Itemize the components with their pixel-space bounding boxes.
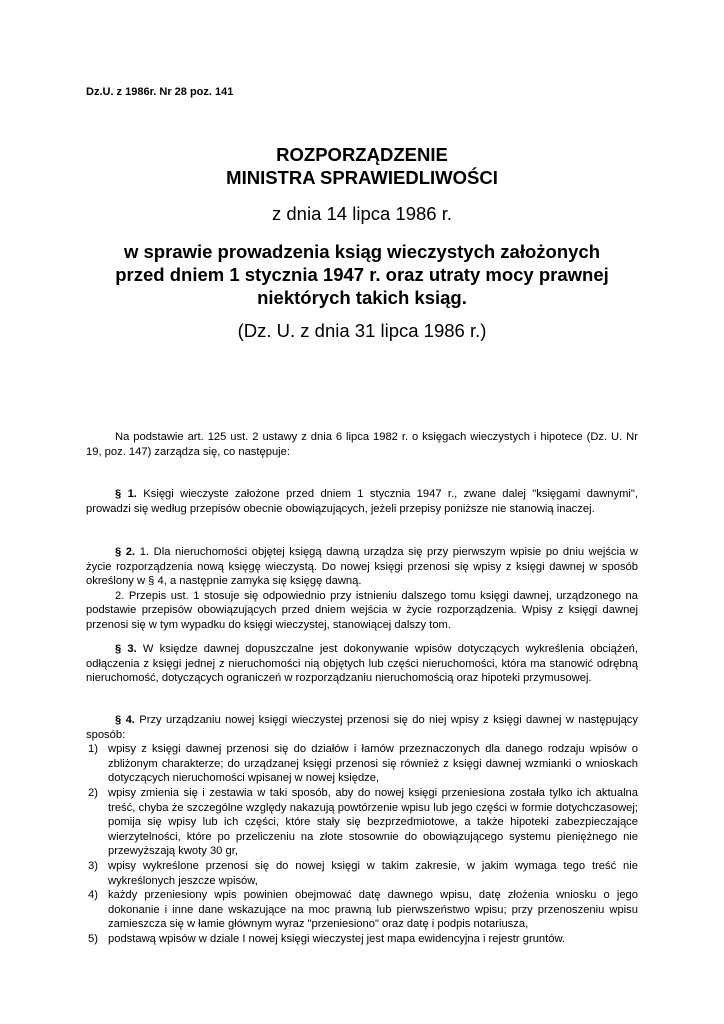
list-item-number: 1) [88, 743, 98, 756]
section-1-mark: § 1. [115, 488, 137, 500]
publication-note: (Dz. U. z dnia 31 lipca 1986 r.) [237, 320, 487, 341]
journal-reference: Dz.U. z 1986r. Nr 28 poz. 141 [86, 86, 234, 98]
section-1 [86, 487, 638, 516]
subject-line-2: przed dniem 1 stycznia 1947 r. oraz utraty mocy prawnej [115, 264, 609, 285]
list-item [86, 859, 638, 888]
list-item-number: 2) [88, 786, 98, 799]
list-item-number: 3) [88, 859, 98, 872]
section-4-mark: § 4. [115, 714, 135, 726]
list-item-number: 5) [88, 932, 98, 945]
list-item-text: każdy przeniesiony wpis powinien obejmować datę dawnego wpisu, datę złożenia wniosku o jego dokonanie i inne dane wskazujące na moc prawną lub pierwszeństwo wpisu; przy przenoszeniu wpisu zamieszcza się w łamie głównym wyraz "przeniesiono" oraz datę i podpis notariusza, [108, 889, 638, 931]
list-item-text: wpisy z księgi dawnej przenosi się do działów i łamów przeznaczonych dla danego rodzaju wpisów o zbliżonym charakterze; do urządzanej księgi przenosi się również z księgi dawnej wzmianki o wnioskach dotyczących nieruchomości wpisanej w nowej księdze, [108, 743, 638, 785]
list-item [86, 888, 638, 932]
list-item-text: wpisy wykreślone przenosi się do nowej księgi w takim zakresie, w jakim wymaga tego treść nie wykreślonych jeszcze wpisów, [108, 859, 638, 887]
list-item [86, 932, 638, 947]
section-2 [86, 545, 638, 633]
list-item [86, 742, 638, 786]
title-line-1: ROZPORZĄDZENIE [276, 144, 448, 165]
section-4 [86, 713, 638, 947]
preamble [86, 430, 638, 459]
issue-date: z dnia 14 lipca 1986 r. [272, 203, 452, 224]
section-2-mark: § 2. [115, 546, 136, 558]
subject-line-3: niektórych takich ksiąg. [257, 287, 467, 308]
section-3 [86, 642, 638, 686]
section-3-text: W księdze dawnej dopuszczalne jest dokonywanie wpisów dotyczących wykreślenia obciążeń, odłączenia z księgi jednej z nieruchomości nią objętych lub części nieruchomości, która ma stanowić odrębną nieruchomość, dotyczących ograniczeń w rozporządzaniu nieruchomością oraz hipoteki przymusowej. [86, 643, 638, 685]
section-3-mark: § 3. [115, 643, 137, 655]
section-2-paragraph-1: 1. Dla nieruchomości objętej księgą dawną urządza się przy pierwszym wpisie po dniu wejścia w życie rozporządzenia nową księgę wieczystą. Do nowej księgi przenosi się wpisy z księgi dawnej w sposób określony w § 4, a następnie zamyka się księgę dawną. [86, 546, 638, 588]
section-2-paragraph-2: 2. Przepis ust. 1 stosuje się odpowiednio przy istnieniu dalszego tomu księgi dawnej, urządzonego na podstawie przepisów obowiązujących przed dniem wejścia w życie rozporządzenia. Wpisy z księgi dawnej przenosi się w tym wypadku do księgi wieczystej, stanowiącej dalszy tom. [86, 589, 638, 631]
section-4-text: Przy urządzaniu nowej księgi wieczystej przenosi się do niej wpisy z księgi dawnej w następujący sposób: [86, 714, 638, 741]
preamble-text: Na podstawie art. 125 ust. 2 ustawy z dnia 6 lipca 1982 r. o księgach wieczystych i hipotece (Dz. U. Nr 19, poz. 147) zarządza się, co następuje: [86, 431, 638, 458]
section-4-list [86, 742, 638, 946]
subject-line-1: w sprawie prowadzenia ksiąg wieczystych założonych [123, 241, 601, 262]
list-item-text: wpisy zmienia się i zestawia w taki sposób, aby do nowej księgi przeniesiona została tylko ich aktualna treść, chyba że szczególne względy nakazują powtórzenie wpisu lub jego części w formie dotychczasowej; pomija się wpisy lub ich części, które stały się bezprzedmiotowe, a także hipoteki zabezpieczające wierzytelności, które po przeliczeniu na złote stosownie do obowiązującego systemu pieniężnego nie przewyższają kwoty 30 gr, [108, 786, 638, 858]
list-item [86, 786, 638, 859]
list-item-number: 4) [88, 889, 98, 902]
document-title [86, 143, 638, 189]
document-subject [86, 240, 638, 309]
section-1-text: Księgi wieczyste założone przed dniem 1 stycznia 1947 r., zwane dalej "księgami dawnymi", prowadzi się według przepisów obecnie obowiązujących, jeżeli przepisy poniższe nie stanowią inaczej. [86, 488, 638, 515]
title-line-2: MINISTRA SPRAWIEDLIWOŚCI [226, 167, 498, 188]
list-item-text: podstawą wpisów w dziale I nowej księgi wieczystej jest mapa ewidencyjna i rejestr gruntów. [108, 932, 566, 945]
